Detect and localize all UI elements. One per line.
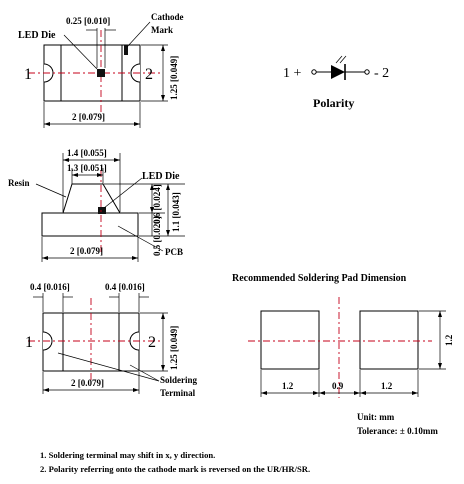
pad-right xyxy=(360,311,418,369)
side-width-dim: 2 [0.079] xyxy=(70,246,103,256)
pcb-body xyxy=(42,213,138,236)
note-2: 2. Polarity referring onto the cathode mark is reversed on the UR/HR/SR. xyxy=(40,464,311,474)
pcb-label: PCB xyxy=(165,247,183,257)
top-pin-1: 1 xyxy=(24,66,32,83)
bottom-left-pad-dim: 0.4 [0.016] xyxy=(30,282,70,292)
side-top-outer-dim: 1.4 [0.055] xyxy=(67,148,107,158)
resin-body xyxy=(63,184,120,213)
polarity-title: Polarity xyxy=(313,96,355,110)
bottom-width-dim: 2 [0.079] xyxy=(71,378,104,388)
bottom-right-pad-dim: 0.4 [0.016] xyxy=(105,282,145,292)
tolerance-label: Tolerance: ± 0.10mm xyxy=(357,426,438,436)
top-width-dim: 2 [0.079] xyxy=(72,112,105,122)
top-led-die-label: LED Die xyxy=(18,30,56,41)
side-led-die xyxy=(98,207,106,214)
side-top-inner-dim: 1.3 [0.051] xyxy=(67,163,107,173)
pad-gap-dim: 0.9 xyxy=(332,381,344,391)
top-view-led-die xyxy=(97,69,105,77)
resin-label: Resin xyxy=(8,178,30,188)
solder-terminal-label-2: Terminal xyxy=(160,388,196,398)
top-die-dim: 0.25 [0.010] xyxy=(66,16,111,26)
soldering-pad xyxy=(232,273,454,398)
polarity-minus: - 2 xyxy=(374,66,390,81)
pad-left-width-dim: 1.2 xyxy=(282,381,294,391)
polarity-plus: 1 + xyxy=(283,66,302,81)
unit-label: Unit: mm xyxy=(357,412,395,422)
side-pcb-height-dim: 0.5 [0.020] xyxy=(152,216,162,256)
pad-left xyxy=(261,311,319,369)
pad-height-dim: 1.2 xyxy=(444,334,454,346)
bottom-pin-2: 2 xyxy=(148,334,156,351)
side-resin-height-dim: 0.6 [0.024] xyxy=(152,184,162,224)
side-total-height-dim: 1.1 [0.043] xyxy=(171,192,181,232)
diode-triangle-icon xyxy=(331,65,345,79)
solder-terminal-label-1: Soldering xyxy=(160,375,198,385)
polarity-symbol xyxy=(283,56,389,110)
top-view xyxy=(18,12,184,128)
side-led-die-label: LED Die xyxy=(142,171,180,182)
top-pin-2: 2 xyxy=(145,66,153,83)
cathode-label-2: Mark xyxy=(151,25,173,35)
pad-title: Recommended Soldering Pad Dimension xyxy=(232,273,407,284)
side-view xyxy=(8,148,185,262)
bottom-pin-1: 1 xyxy=(25,334,33,351)
top-height-dim: 1.25 [0.049] xyxy=(169,55,179,100)
pad-right-width-dim: 1.2 xyxy=(381,381,393,391)
bottom-height-dim: 1.25 [0.049] xyxy=(169,325,179,370)
cathode-label-1: Cathode xyxy=(151,12,184,22)
note-1: 1. Soldering terminal may shift in x, y direction. xyxy=(40,450,216,460)
bottom-view xyxy=(25,282,198,398)
